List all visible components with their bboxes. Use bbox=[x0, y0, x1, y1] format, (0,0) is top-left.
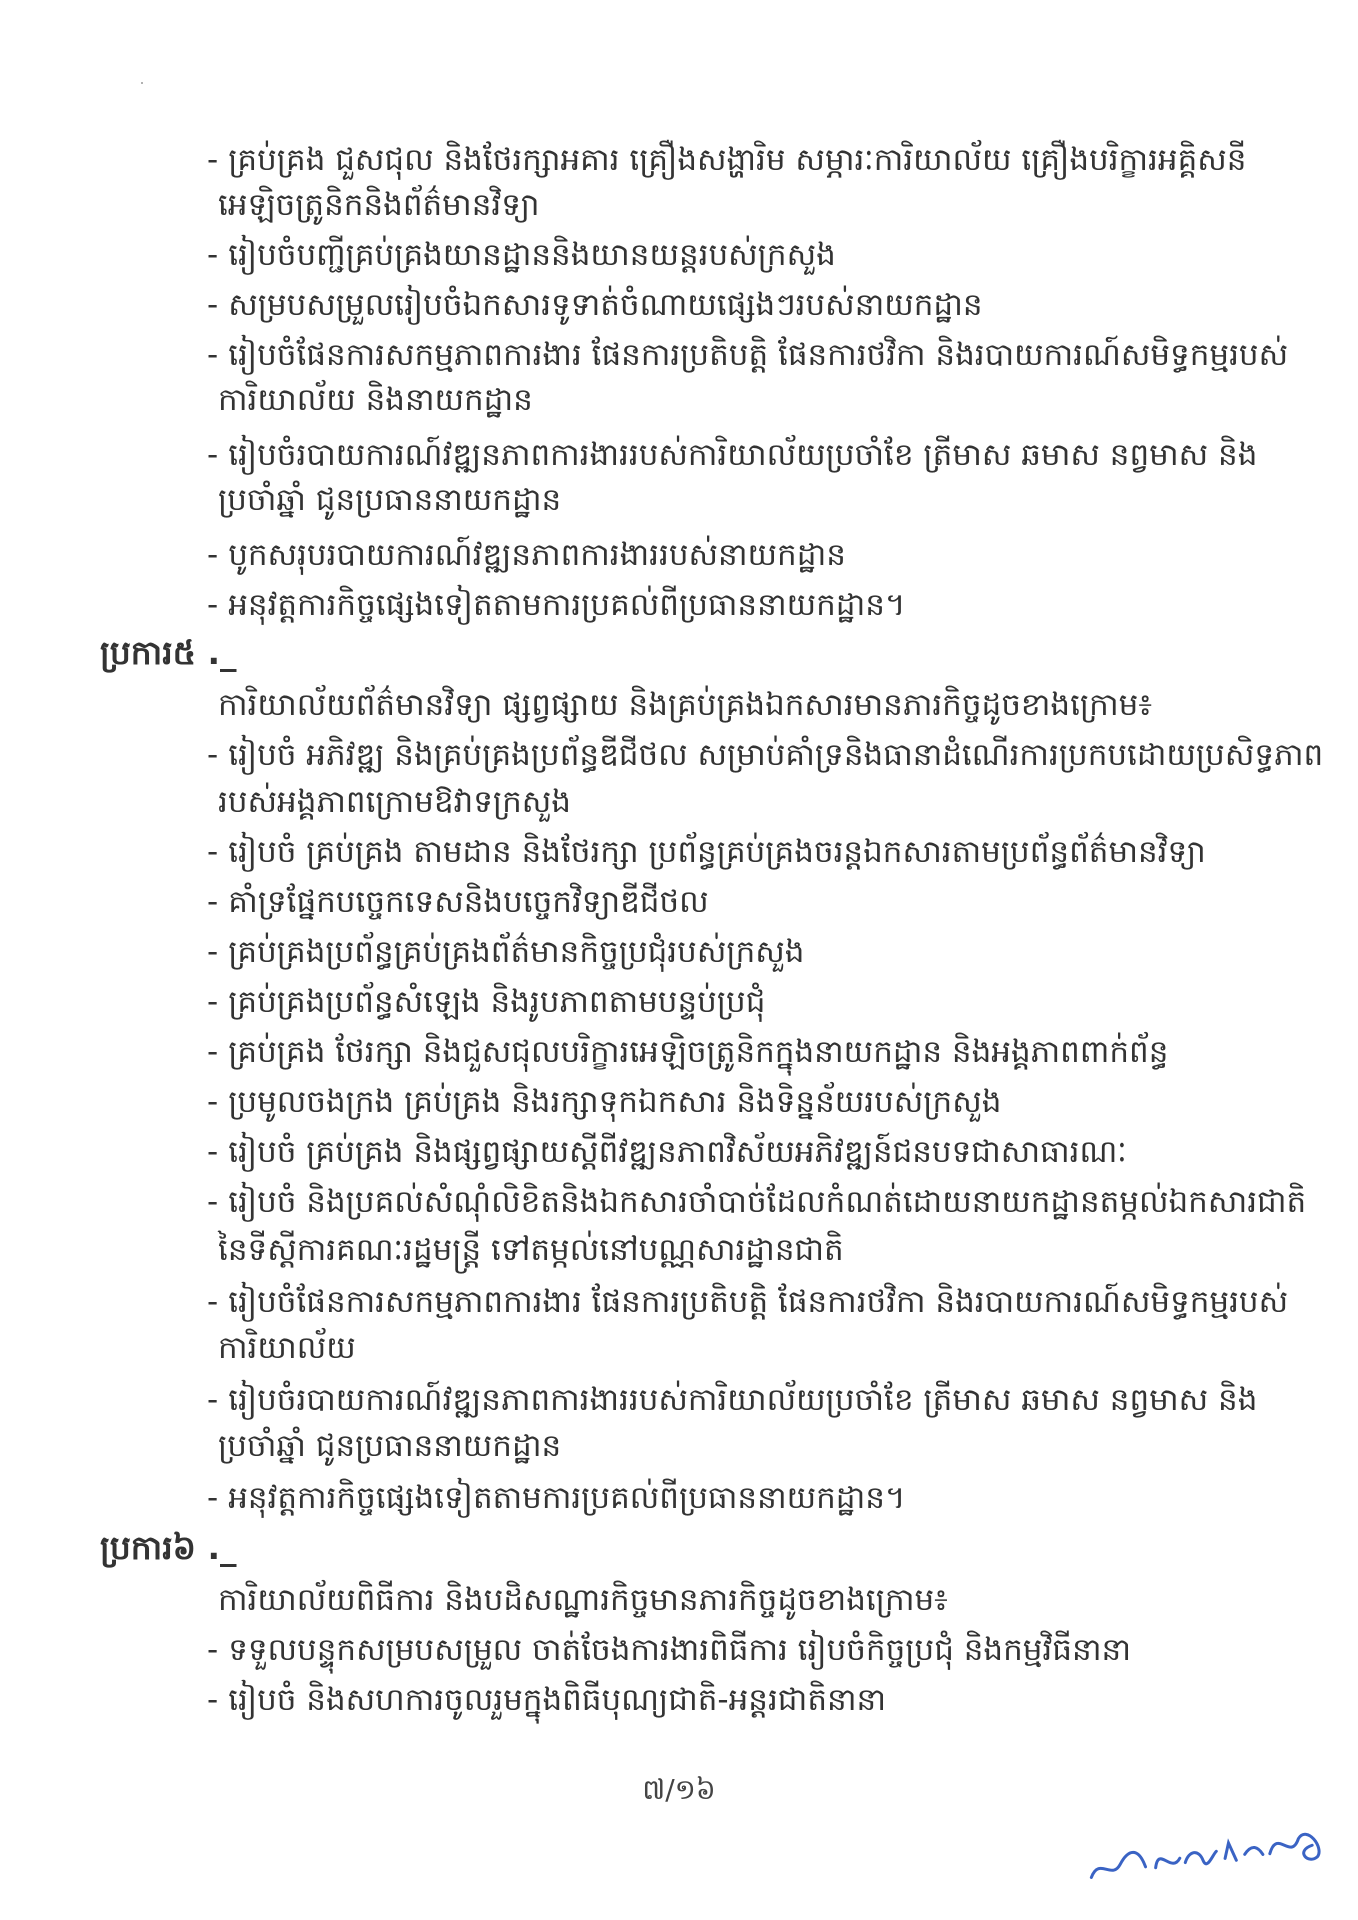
list-item: - អនុវត្តការកិច្ចផ្សេងទៀតតាមការប្រគល់ពីប្រធាននាយកដ្ឋាន។ bbox=[207, 587, 906, 623]
list-item: - រៀបចំ និងសហការចូលរួមក្នុងពិធីបុណ្យជាតិ-អន្តរជាតិនានា bbox=[207, 1682, 887, 1718]
list-item: - គាំទ្រផ្នែកបច្ចេកទេសនិងបច្ចេកវិទ្យាឌីជីថល bbox=[207, 884, 709, 920]
list-item: - សម្របសម្រួលរៀបចំឯកសារទូទាត់ចំណាយផ្សេងៗរបស់នាយកដ្ឋាន bbox=[207, 287, 983, 323]
list-item: - រៀបចំ គ្រប់គ្រង តាមដាន និងថែរក្សា ប្រព័ន្ធគ្រប់គ្រងចរន្តឯកសារតាមប្រព័ន្ធព័ត៌មានវិទ្យា bbox=[207, 834, 1206, 870]
list-item: - រៀបចំ និងប្រគល់សំណុំលិខិតនិងឯកសារចាំបាច់ដែលកំណត់ដោយនាយកដ្ឋានតម្កល់ឯកសារជាតិ bbox=[207, 1184, 1307, 1220]
list-item-continuation: ប្រចាំឆ្នាំ ជូនប្រធាននាយកដ្ឋាន bbox=[218, 1428, 562, 1464]
signature-scribble-icon bbox=[1083, 1817, 1337, 1893]
list-item: - រៀបចំ អភិវឌ្ឍ និងគ្រប់គ្រងប្រព័ន្ធឌីជីថល សម្រាប់គាំទ្រនិងធានាដំណើរការប្រកបដោយប្រសិទ្ធភាព bbox=[207, 737, 1324, 773]
article-6-intro: ការិយាល័យពិធីការ និងបដិសណ្ឋារកិច្ចមានភារកិច្ចដូចខាងក្រោម៖ bbox=[218, 1582, 948, 1618]
list-item: - គ្រប់គ្រងប្រព័ន្ធសំឡេង និងរូបភាពតាមបន្ទប់ប្រជុំ bbox=[207, 984, 766, 1020]
list-item-continuation: របស់អង្គភាពក្រោមឱវាទក្រសួង bbox=[218, 784, 571, 820]
handwritten-signature bbox=[1083, 1817, 1338, 1900]
list-item: - អនុវត្តការកិច្ចផ្សេងទៀតតាមការប្រគល់ពីប្រធាននាយកដ្ឋាន។ bbox=[207, 1480, 906, 1516]
list-item: - គ្រប់គ្រងប្រព័ន្ធគ្រប់គ្រងព័ត៌មានកិច្ចប្រជុំរបស់ក្រសួង bbox=[207, 934, 805, 970]
list-item: - រៀបចំរបាយការណ៍វឌ្ឍនភាពការងាររបស់ការិយាល័យប្រចាំខែ ត្រីមាស ឆមាស នព្វមាស និង bbox=[207, 437, 1258, 473]
list-item-continuation: អេឡិចត្រូនិកនិងព័ត៌មានវិទ្យា bbox=[218, 187, 540, 223]
list-item: - ប្រមូលចងក្រង គ្រប់គ្រង និងរក្សាទុកឯកសារ និងទិន្នន័យរបស់ក្រសួង bbox=[207, 1084, 1002, 1120]
list-item: - រៀបចំផែនការសកម្មភាពការងារ ផែនការប្រតិបត្តិ ផែនការថវិកា និងរបាយការណ៍សមិទ្ធកម្មរបស់ bbox=[207, 1284, 1289, 1320]
list-item-continuation: ការិយាល័យ bbox=[218, 1330, 356, 1366]
page-number: ៧/១៦ bbox=[642, 1773, 716, 1806]
list-item-continuation: ប្រចាំឆ្នាំ ជូនប្រធាននាយកដ្ឋាន bbox=[218, 482, 562, 518]
list-item: - រៀបចំផែនការសកម្មភាពការងារ ផែនការប្រតិបត្តិ ផែនការថវិកា និងរបាយការណ៍សមិទ្ធកម្មរបស់ bbox=[207, 337, 1289, 373]
list-item: - រៀបចំរបាយការណ៍វឌ្ឍនភាពការងាររបស់ការិយាល័យប្រចាំខែ ត្រីមាស ឆមាស នព្វមាស និង bbox=[207, 1382, 1258, 1418]
scan-speck bbox=[141, 82, 143, 84]
list-item: - ទទួលបន្ទុកសម្របសម្រួល ចាត់ចែងការងារពិធីការ រៀបចំកិច្ចប្រជុំ និងកម្មវិធីនានា bbox=[207, 1632, 1131, 1668]
list-item: - បូកសរុបរបាយការណ៍វឌ្ឍនភាពការងាររបស់នាយកដ្ឋាន bbox=[207, 537, 846, 573]
article-6-heading: ប្រការ៦ ._ bbox=[100, 1528, 237, 1567]
list-item: - រៀបចំបញ្ជីគ្រប់គ្រងយានដ្ឋាននិងយានយន្តរបស់ក្រសួង bbox=[207, 237, 836, 273]
article-5-intro: ការិយាល័យព័ត៌មានវិទ្យា ផ្សព្វផ្សាយ និងគ្រប់គ្រងឯកសារមានភារកិច្ចដូចខាងក្រោម៖ bbox=[218, 687, 1152, 723]
list-item-continuation: នៃទីស្តីការគណៈរដ្ឋមន្ត្រី ទៅតម្កល់នៅបណ្ណសារដ្ឋានជាតិ bbox=[218, 1232, 844, 1268]
list-item-continuation: ការិយាល័យ និងនាយកដ្ឋាន bbox=[218, 382, 533, 418]
list-item: - គ្រប់គ្រង ថែរក្សា និងជួសជុលបរិក្ខារអេឡិចត្រូនិកក្នុងនាយកដ្ឋាន និងអង្គភាពពាក់ព័ន្ធ bbox=[207, 1034, 1169, 1070]
article-5-heading: ប្រការ៥ ._ bbox=[100, 633, 237, 672]
list-item: - រៀបចំ គ្រប់គ្រង និងផ្សព្វផ្សាយស្តីពីវឌ្ឍនភាពវិស័យអភិវឌ្ឍន៍ជនបទជាសាធារណៈ bbox=[207, 1134, 1127, 1170]
list-item: - គ្រប់គ្រង ជួសជុល និងថែរក្សាអគារ គ្រឿងសង្ហារិម សម្ភារៈការិយាល័យ គ្រឿងបរិក្ខារអគ្គិសនី bbox=[207, 142, 1247, 178]
